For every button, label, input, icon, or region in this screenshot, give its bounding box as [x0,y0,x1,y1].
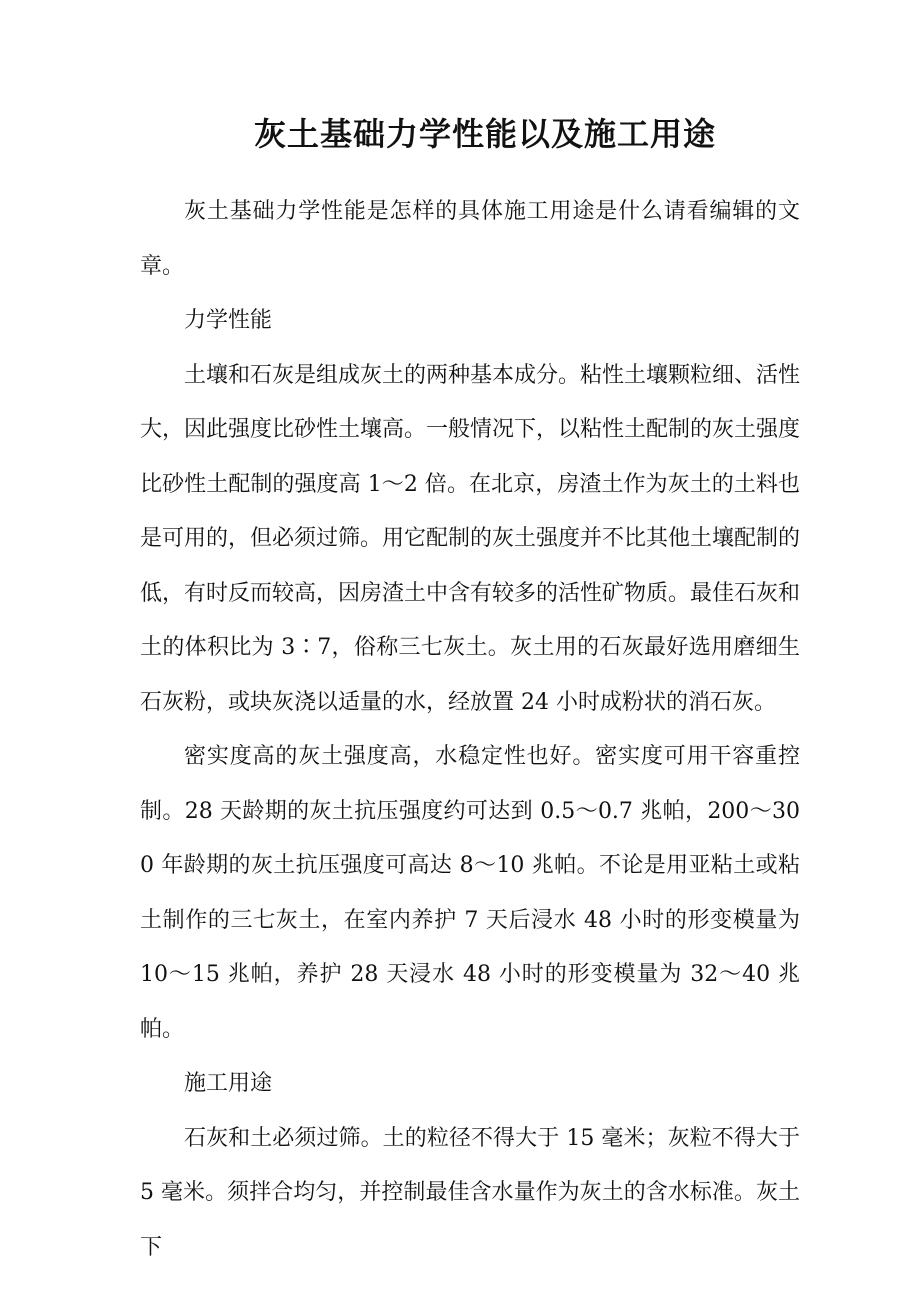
mechanics-paragraph-1: 土壤和石灰是组成灰土的两种基本成分。粘性土壤颗粒细、活性大，因此强度比砂性土壤高。一般情况下，以粘性土配制的灰土强度比砂性土配制的强度高 1～2 倍。在北京，房渣土作为灰土的土料也是可用的，但必须过筛。用它配制的灰土强度并不比其他土壤配制的低，有时反而较高，因房渣土中含有较多的活性矿物质。最佳石灰和土的体积比为 3∶7，俗称三七灰土。灰土用的石灰最好选用磨细生石灰粉，或块灰浇以适量的水，经放置 24 小时成粉状的消石灰。 [140,362,801,715]
section-heading-construction: 施工用途 [184,1071,273,1096]
section-heading-mechanics: 力学性能 [184,308,273,333]
mechanics-paragraph-2: 密实度高的灰土强度高，水稳定性也好。密实度可用干容重控制。28 天龄期的灰土抗压强度约可达到 0.5～0.7 兆帕，200～300 年龄期的灰土抗压强度可高达 8～10 兆帕。不论是用亚粘土或粘土制作的三七灰土，在室内养护 7 天后浸水 48 小时的形变模量为 10～15 兆帕，养护 28 天浸水 48 小时的形变模量为 32～40 兆帕。 [140,744,800,1042]
document-body [140,185,800,1275]
document-title: 灰土基础力学性能以及施工用途 [253,115,716,153]
intro-paragraph: 灰土基础力学性能是怎样的具体施工用途是什么请看编辑的文章。 [140,199,800,279]
construction-paragraph-1: 石灰和土必须过筛。土的粒径不得大于 15 毫米；灰粒不得大于 5 毫米。须拌合均匀，并控制最佳含水量作为灰土的含水标准。灰土下 [140,1125,800,1260]
